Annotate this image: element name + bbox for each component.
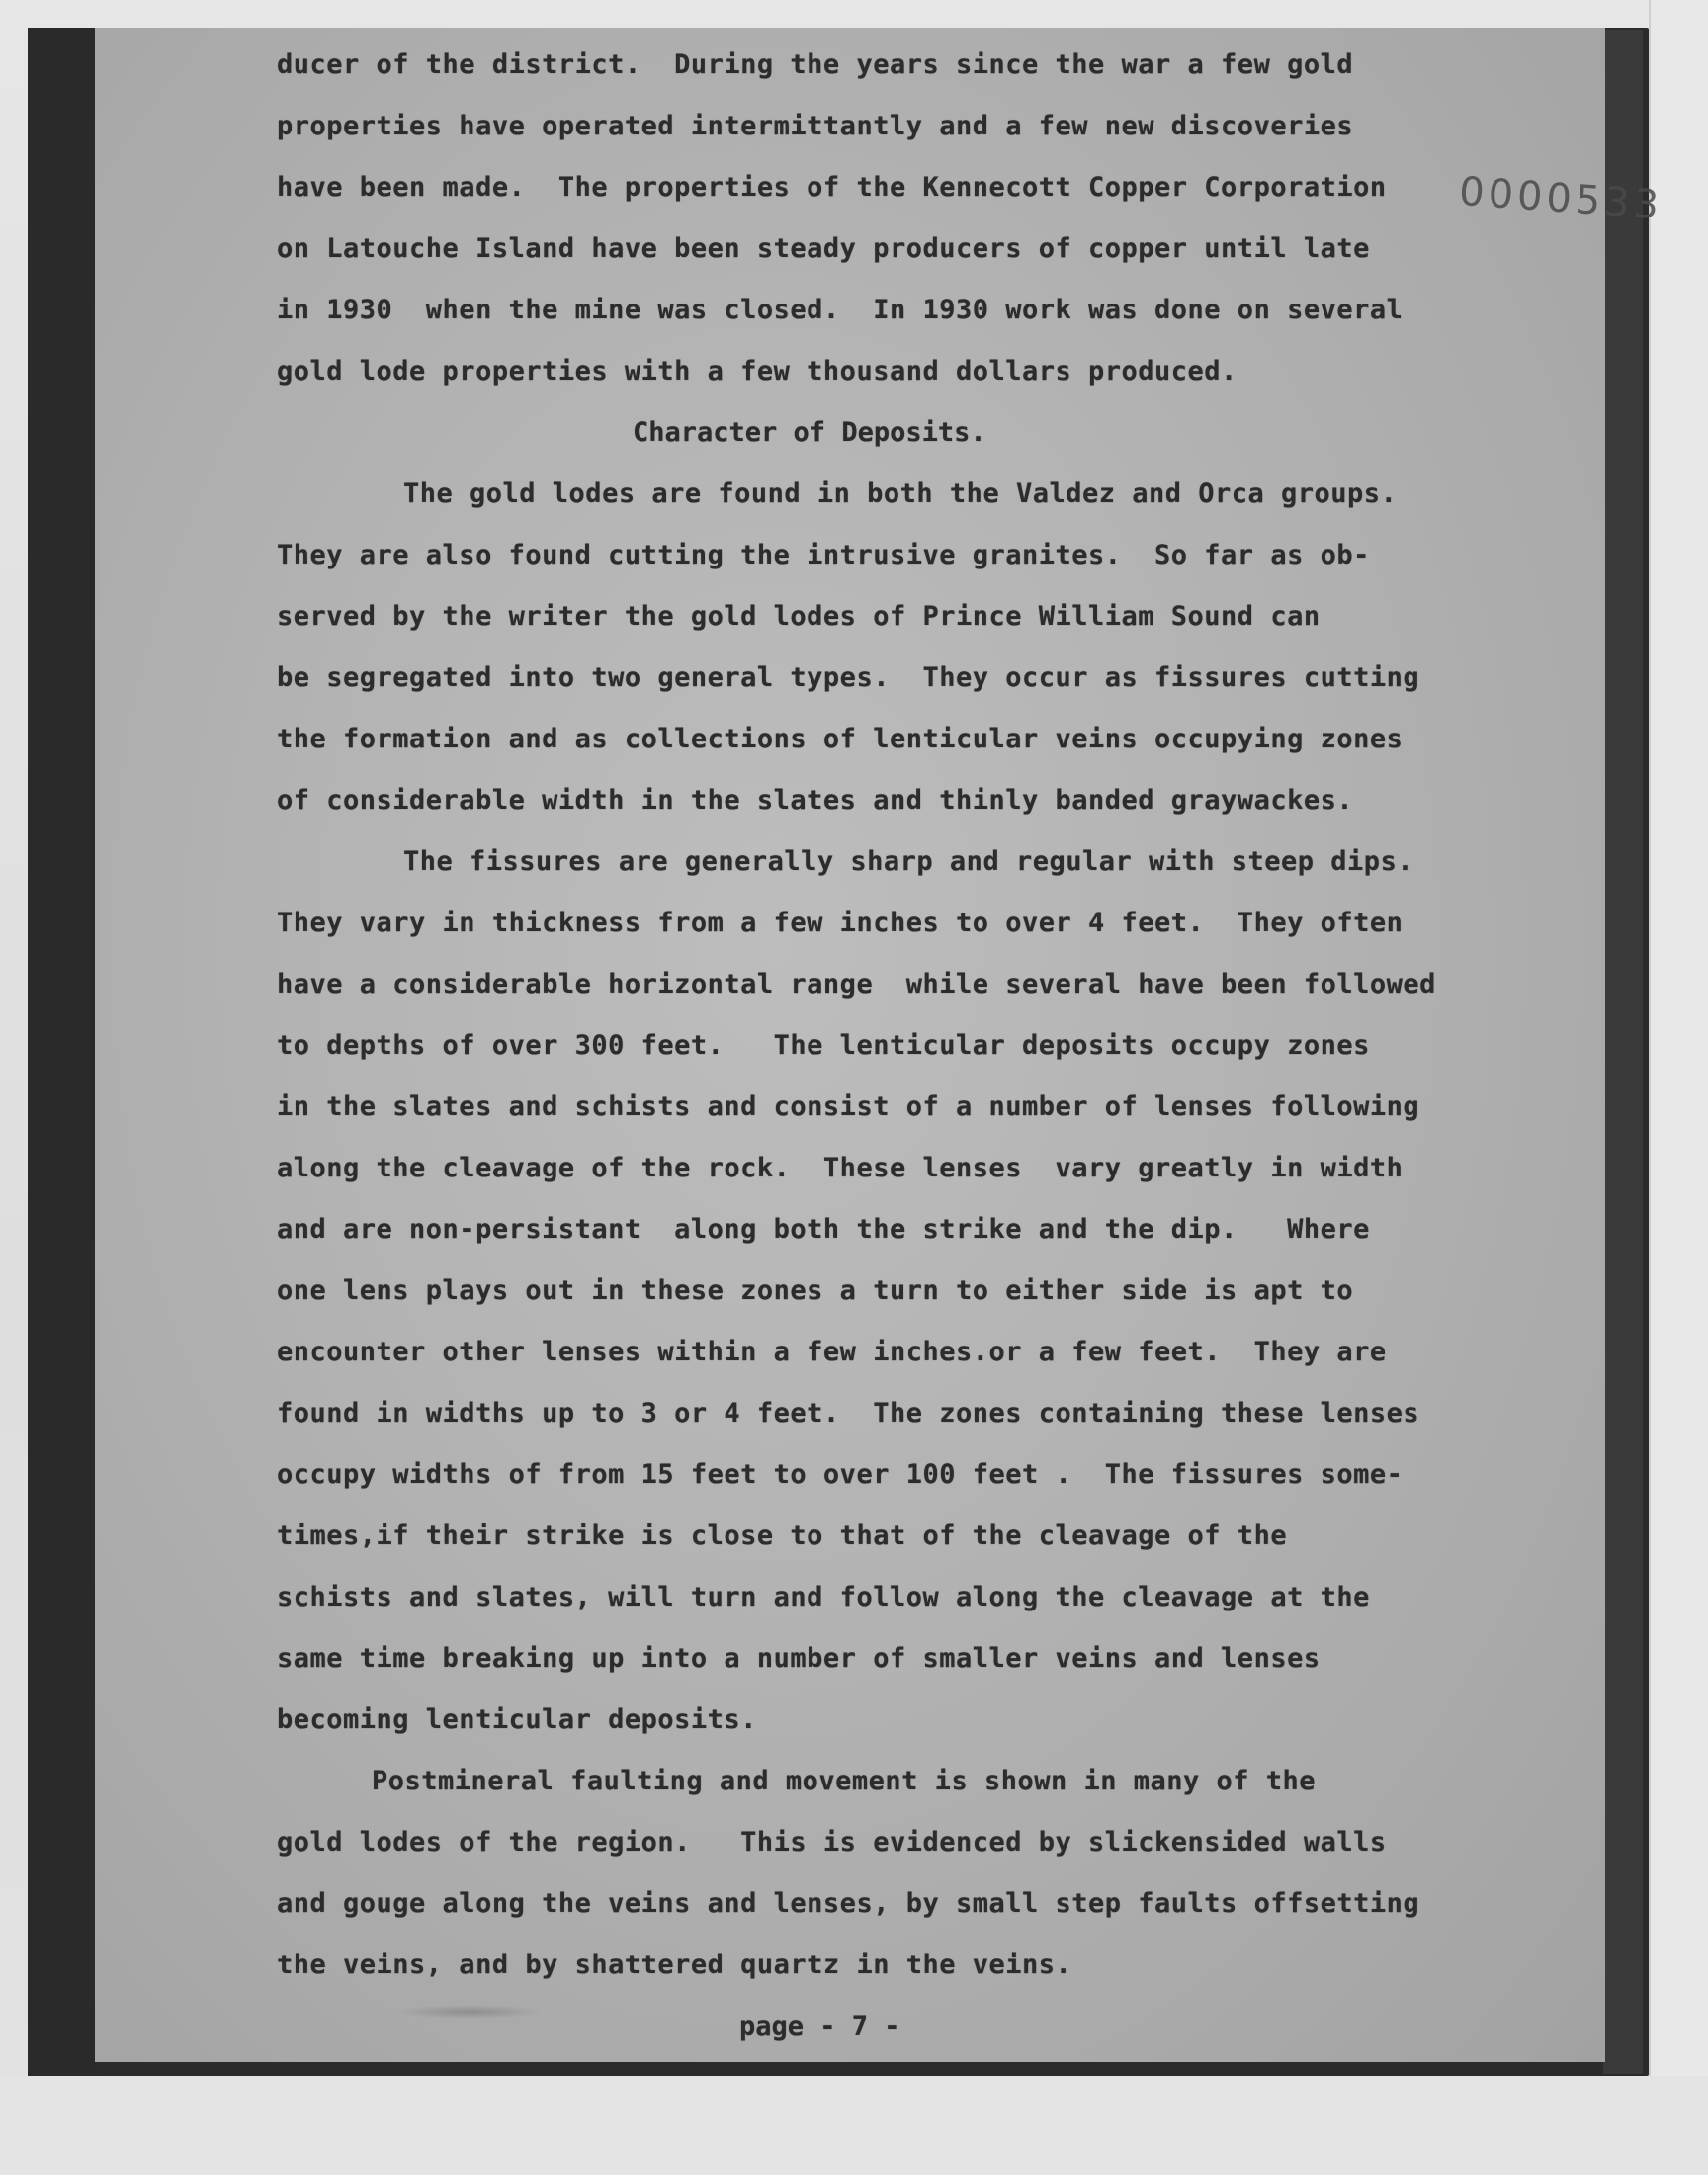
text-line: gold lode properties with a few thousand dollars produced. — [277, 356, 1238, 387]
text-line: one lens plays out in these zones a turn to either side is apt to — [277, 1275, 1354, 1306]
text-line: in the slates and schists and consist of a number of lenses following — [277, 1091, 1420, 1122]
page-shadow-right — [1603, 30, 1643, 2074]
scan-margin-bottom — [0, 2076, 1708, 2175]
text-line: the formation and as collections of lenticular veins occupying zones — [277, 724, 1404, 754]
text-line: gold lodes of the region. This is evidenced by slickensided walls — [277, 1827, 1387, 1858]
text-line: They are also found cutting the intrusive granites. So far as ob- — [277, 540, 1370, 570]
text-line: found in widths up to 3 or 4 feet. The zones containing these lenses — [277, 1398, 1420, 1429]
text-line: Postmineral faulting and movement is shown in many of the — [372, 1766, 1317, 1796]
ink-smudge — [395, 2005, 544, 2019]
text-line: becoming lenticular deposits. — [277, 1704, 757, 1735]
text-line: have been made. The properties of the Kennecott Copper Corporation — [277, 172, 1387, 203]
text-line: properties have operated intermittantly and a few new discoveries — [277, 111, 1354, 141]
text-line: times,if their strike is close to that of the cleavage of the — [277, 1521, 1288, 1551]
text-line: The gold lodes are found in both the Valdez and Orca groups. — [403, 478, 1398, 509]
text-line: and are non-persistant along both the strike and the dip. Where — [277, 1214, 1370, 1245]
scan-margin-right — [1649, 0, 1708, 2175]
text-line: ducer of the district. During the years since the war a few gold — [277, 49, 1354, 80]
text-line: on Latouche Island have been steady producers of copper until late — [277, 233, 1370, 264]
text-line: be segregated into two general types. They occur as fissures cutting — [277, 662, 1420, 693]
text-line: in 1930 when the mine was closed. In 1930 work was done on several — [277, 295, 1404, 325]
text-line: the veins, and by shattered quartz in the veins. — [277, 1950, 1072, 1980]
text-line: to depths of over 300 feet. The lenticular deposits occupy zones — [277, 1030, 1370, 1061]
text-line: same time breaking up into a number of smaller veins and lenses — [277, 1643, 1321, 1674]
text-line: The fissures are generally sharp and regular with steep dips. — [403, 846, 1414, 877]
text-line: and gouge along the veins and lenses, by small step faults offsetting — [277, 1888, 1420, 1919]
text-line: occupy widths of from 15 feet to over 100 feet . The fissures some- — [277, 1459, 1404, 1490]
text-line: They vary in thickness from a few inches to over 4 feet. They often — [277, 908, 1404, 938]
text-line: served by the writer the gold lodes of Prince William Sound can — [277, 601, 1321, 632]
page-shadow-left — [28, 28, 97, 2076]
typewritten-page — [95, 28, 1665, 2062]
text-line: along the cleavage of the rock. These lenses vary greatly in width — [277, 1153, 1404, 1183]
document-stamp-number: 0000533 — [1457, 168, 1665, 229]
section-heading: Character of Deposits. — [633, 417, 986, 448]
text-line: schists and slates, will turn and follow along the cleavage at the — [277, 1582, 1370, 1612]
page-number: page - 7 - — [739, 2011, 900, 2042]
text-line: of considerable width in the slates and thinly banded graywackes. — [277, 785, 1354, 816]
text-line: encounter other lenses within a few inches.or a few feet. They are — [277, 1337, 1387, 1367]
text-line: have a considerable horizontal range while several have been followed — [277, 969, 1436, 1000]
